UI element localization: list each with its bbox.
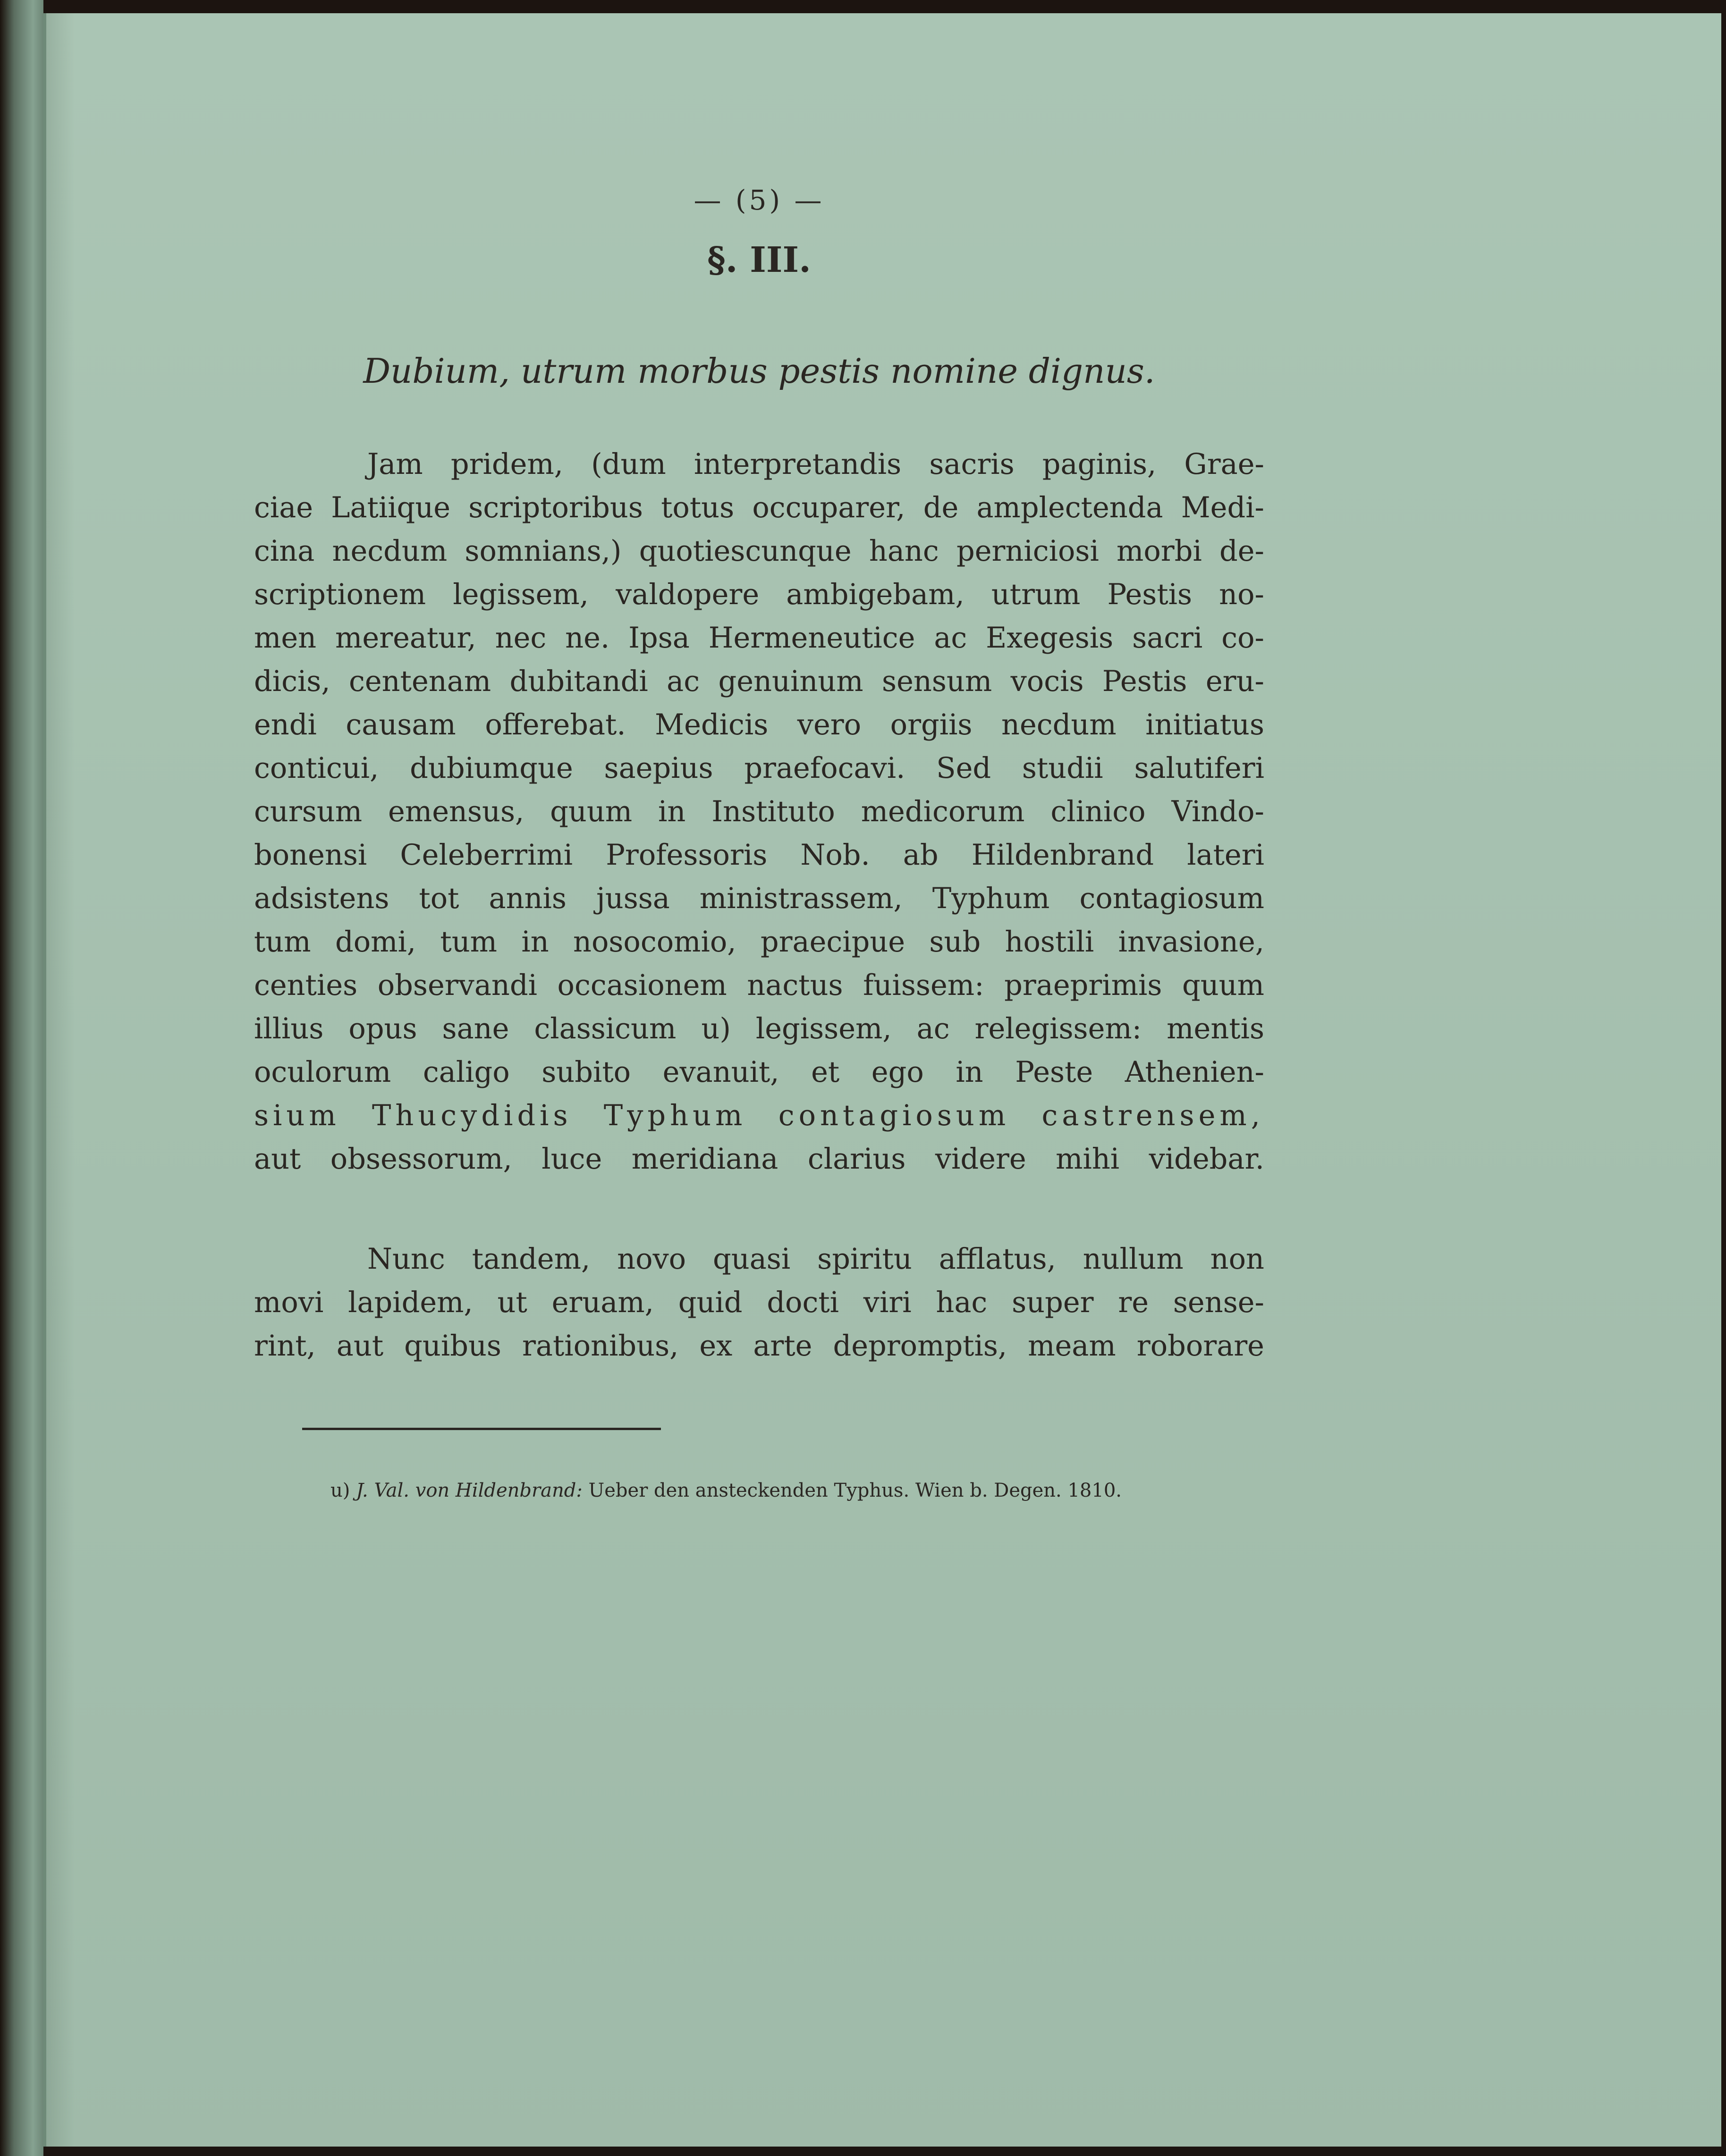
text-line: aut obsessorum, luce meridiana clarius videre mihi videbar. [254,1143,1264,1176]
text-line: endi causam offerebat. Medicis vero orgiis necdum initiatus [254,708,1264,741]
section-number: §. III. [707,240,811,280]
text-line: illius opus sane classicum u) legissem, ac relegissem: mentis [254,1012,1264,1045]
text-line: bonensi Celeberrimi Professoris Nob. ab Hildenbrand lateri [254,839,1264,872]
text-line: sium Thucydidis Typhum contagiosum castrensem, [254,1099,1264,1132]
text-line: dicis, centenam dubitandi ac genuinum sensum vocis Pestis eru- [254,665,1264,698]
text-line: ciae Latiique scriptoribus totus occuparer, de amplectenda Medi- [254,491,1264,524]
text-line: Jam pridem, (dum interpretandis sacris paginis, Grae- [367,448,1264,481]
footnote-author: J. Val. von Hildenbrand: [356,1480,583,1501]
text-line: adsistens tot annis jussa ministrassem, Typhum contagiosum [254,882,1264,915]
text-block [254,184,1264,1368]
text-line: tum domi, tum in nosocomio, praecipue sub hostili invasione, [254,926,1264,959]
text-line: rint, aut quibus rationibus, ex arte depromptis, meam roborare [254,1330,1264,1363]
text-line: oculorum caligo subito evanuit, et ego in Peste Athenien- [254,1056,1264,1089]
text-line: cina necdum somnians,) quotiescunque hanc perniciosi morbi de- [254,535,1264,568]
section-heading: Dubium, utrum morbus pestis nomine dignus. [363,351,1155,391]
footnote-rule [302,1428,661,1430]
binding-gutter [0,0,43,2156]
text-line: scriptionem legissem, valdopere ambigebam, utrum Pestis no- [254,578,1264,611]
text-line: Nunc tandem, novo quasi spiritu afflatus, nullum non [367,1243,1264,1276]
footnote [330,1480,1270,1501]
text-line: men mereatur, nec ne. Ipsa Hermeneutice ac Exegesis sacri co- [254,622,1264,655]
text-line: centies observandi occasionem nactus fuissem: praeprimis quum [254,969,1264,1002]
text-line: cursum emensus, quum in Instituto medicorum clinico Vindo- [254,795,1264,828]
text-line: movi lapidem, ut eruam, quid docti viri hac super re sense- [254,1286,1264,1319]
paragraph-1 [254,443,1264,1181]
footnote-text: Ueber den ansteckenden Typhus. Wien b. Degen. 1810. [588,1480,1122,1501]
page-number: — (5) — [694,184,825,216]
paragraph-2 [254,1238,1264,1368]
text-line: conticui, dubiumque saepius praefocavi. Sed studii salutiferi [254,752,1264,785]
footnote-marker: u) [330,1480,350,1501]
